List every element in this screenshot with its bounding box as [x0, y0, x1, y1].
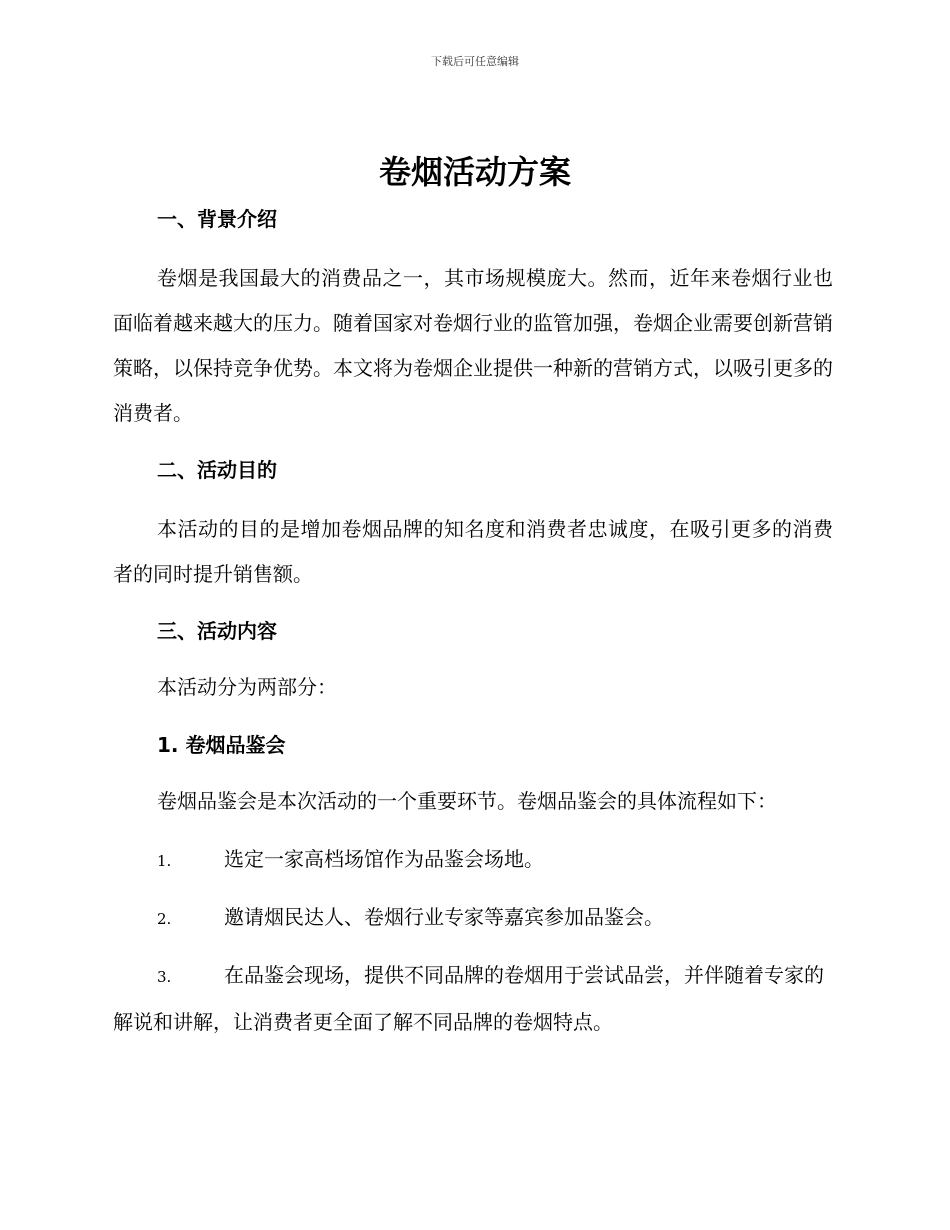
- document-title: 卷烟活动方案: [378, 153, 571, 191]
- subsection-heading-tasting: 1. 卷烟品鉴会: [157, 733, 286, 757]
- page-header-note: 下载后可任意编辑: [431, 55, 519, 68]
- background-paragraph: 卷烟是我国最大的消费品之一，其市场规模庞大。然而，近年来卷烟行业也面临着越来越大的压力。随着国家对卷烟行业的监管加强，卷烟企业需要创新营销策略，以保持竞争优势。本文将为卷烟企业提供一种新的营销方式，以吸引更多的消费者。: [113, 266, 833, 425]
- list-item-text: 在品鉴会现场，提供不同品牌的卷烟用于尝试品尝，并伴随着专家的解说和讲解，让消费者更全面了解不同品牌的卷烟特点。: [113, 963, 824, 1034]
- list-item-number: 2.: [157, 910, 172, 928]
- list-item-text: 选定一家高档场馆作为品鉴会场地。: [224, 847, 544, 871]
- list-item-text: 邀请烟民达人、卷烟行业专家等嘉宾参加品鉴会。: [224, 905, 664, 929]
- list-item: [113, 953, 833, 1045]
- section-heading-purpose: 二、活动目的: [157, 458, 277, 482]
- content-intro-paragraph: 本活动分为两部分：: [157, 675, 337, 699]
- list-item-number: 1.: [157, 852, 172, 870]
- purpose-paragraph: 本活动的目的是增加卷烟品牌的知名度和消费者忠诚度，在吸引更多的消费者的同时提升销售额。: [113, 517, 833, 586]
- section-heading-content: 三、活动内容: [157, 619, 277, 643]
- list-item: [113, 895, 833, 942]
- list-item-number: 3.: [157, 968, 172, 986]
- section-heading-background: 一、背景介绍: [157, 207, 277, 231]
- list-item: [113, 837, 833, 884]
- tasting-intro-paragraph: 卷烟品鉴会是本次活动的一个重要环节。卷烟品鉴会的具体流程如下：: [157, 789, 777, 813]
